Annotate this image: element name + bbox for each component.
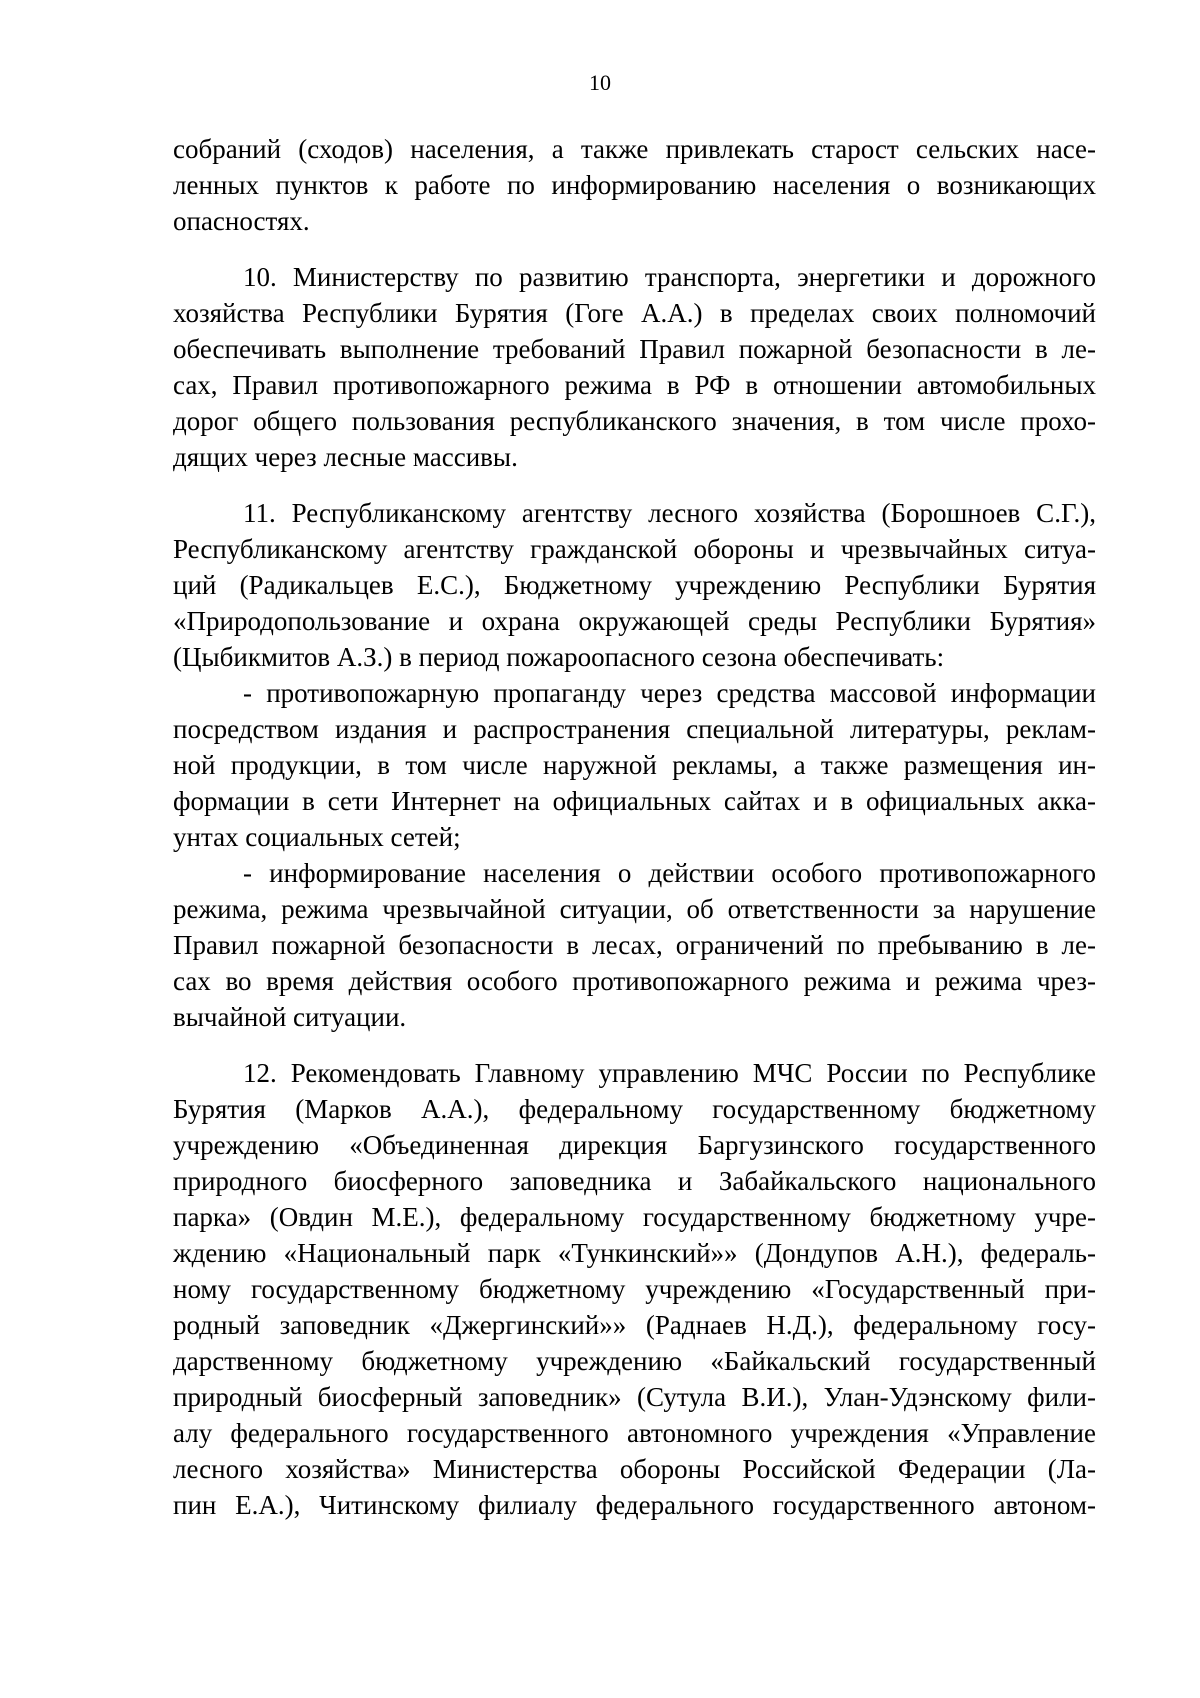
text-line: ному государственному бюджетному учреждению «Государственный при- (173, 1274, 1096, 1304)
text-line: лесного хозяйства» Министерства обороны Российской Федерации (Ла- (173, 1454, 1096, 1484)
text-line: ждению «Национальный парк «Тункинский»» (Дондупов А.Н.), федераль- (173, 1238, 1096, 1268)
text-line: формации в сети Интернет на официальных сайтах и в официальных акка- (173, 786, 1096, 816)
text-line: пин Е.А.), Читинскому филиалу федерального государственного автоном- (173, 1490, 1096, 1520)
text-line: дарственному бюджетному учреждению «Байкальский государственный (173, 1346, 1096, 1376)
text-line: посредством издания и распространения специальной литературы, реклам- (173, 714, 1096, 744)
text-line: алу федерального государственного автономного учреждения «Управление (173, 1418, 1096, 1448)
text-line: сах во время действия особого противопожарного режима и режима чрез- (173, 966, 1096, 996)
paragraph-item-12 (173, 1055, 1096, 1523)
text-line: 12. Рекомендовать Главному управлению МЧС России по Республике (243, 1058, 1096, 1088)
text-line: дящих через лесные массивы. (173, 442, 518, 472)
text-line: «Природопользование и охрана окружающей среды Республики Бурятия» (173, 606, 1096, 636)
text-line: Бурятия (Марков А.А.), федеральному государственному бюджетному (173, 1094, 1096, 1124)
text-line: 11. Республиканскому агентству лесного хозяйства (Борошноев С.Г.), (243, 498, 1096, 528)
text-line: Республиканскому агентству гражданской обороны и чрезвычайных ситуа- (173, 534, 1096, 564)
text-line: сах, Правил противопожарного режима в РФ в отношении автомобильных (173, 370, 1096, 400)
text-line: (Цыбикмитов А.З.) в период пожароопасного сезона обеспечивать: (173, 642, 945, 672)
text-line: ций (Радикальцев Е.С.), Бюджетному учреждению Республики Бурятия (173, 570, 1096, 600)
text-line: учреждению «Объединенная дирекция Баргузинского государственного (173, 1130, 1096, 1160)
page-number: 10 (589, 70, 611, 95)
text-line: 10. Министерству по развитию транспорта, энергетики и дорожного (243, 262, 1096, 292)
text-line: родный заповедник «Джергинский»» (Раднаев Н.Д.), федеральному госу- (173, 1310, 1096, 1340)
text-line: обеспечивать выполнение требований Правил пожарной безопасности в ле- (173, 334, 1096, 364)
text-line: Правил пожарной безопасности в лесах, ограничений по пребыванию в ле- (173, 930, 1096, 960)
text-line: ной продукции, в том числе наружной рекламы, а также размещения ин- (173, 750, 1096, 780)
text-line: парка» (Овдин М.Е.), федеральному государственному бюджетному учре- (173, 1202, 1096, 1232)
text-line: природного биосферного заповедника и Забайкальского национального (173, 1166, 1096, 1196)
text-line: природный биосферный заповедник» (Сутула В.И.), Улан-Удэнскому фили- (173, 1382, 1096, 1412)
text-line: хозяйства Республики Бурятия (Гоге А.А.) в пределах своих полномочий (173, 298, 1096, 328)
text-line: ленных пунктов к работе по информированию населения о возникающих (173, 170, 1096, 200)
text-line: - информирование населения о действии особого противопожарного (243, 858, 1096, 888)
text-line: режима, режима чрезвычайной ситуации, об ответственности за нарушение (173, 894, 1096, 924)
text-line: опасностях. (173, 206, 310, 236)
text-line: дорог общего пользования республиканского значения, в том числе прохо- (173, 406, 1096, 436)
text-line: - противопожарную пропаганду через средства массовой информации (243, 678, 1096, 708)
paragraph-item-10 (173, 259, 1096, 475)
text-line: вычайной ситуации. (173, 1002, 407, 1032)
text-line: унтах социальных сетей; (173, 822, 461, 852)
paragraph-continuation (173, 131, 1096, 239)
paragraph-item-11 (173, 495, 1096, 1035)
text-line: собраний (сходов) населения, а также привлекать старост сельских насе- (173, 134, 1096, 164)
